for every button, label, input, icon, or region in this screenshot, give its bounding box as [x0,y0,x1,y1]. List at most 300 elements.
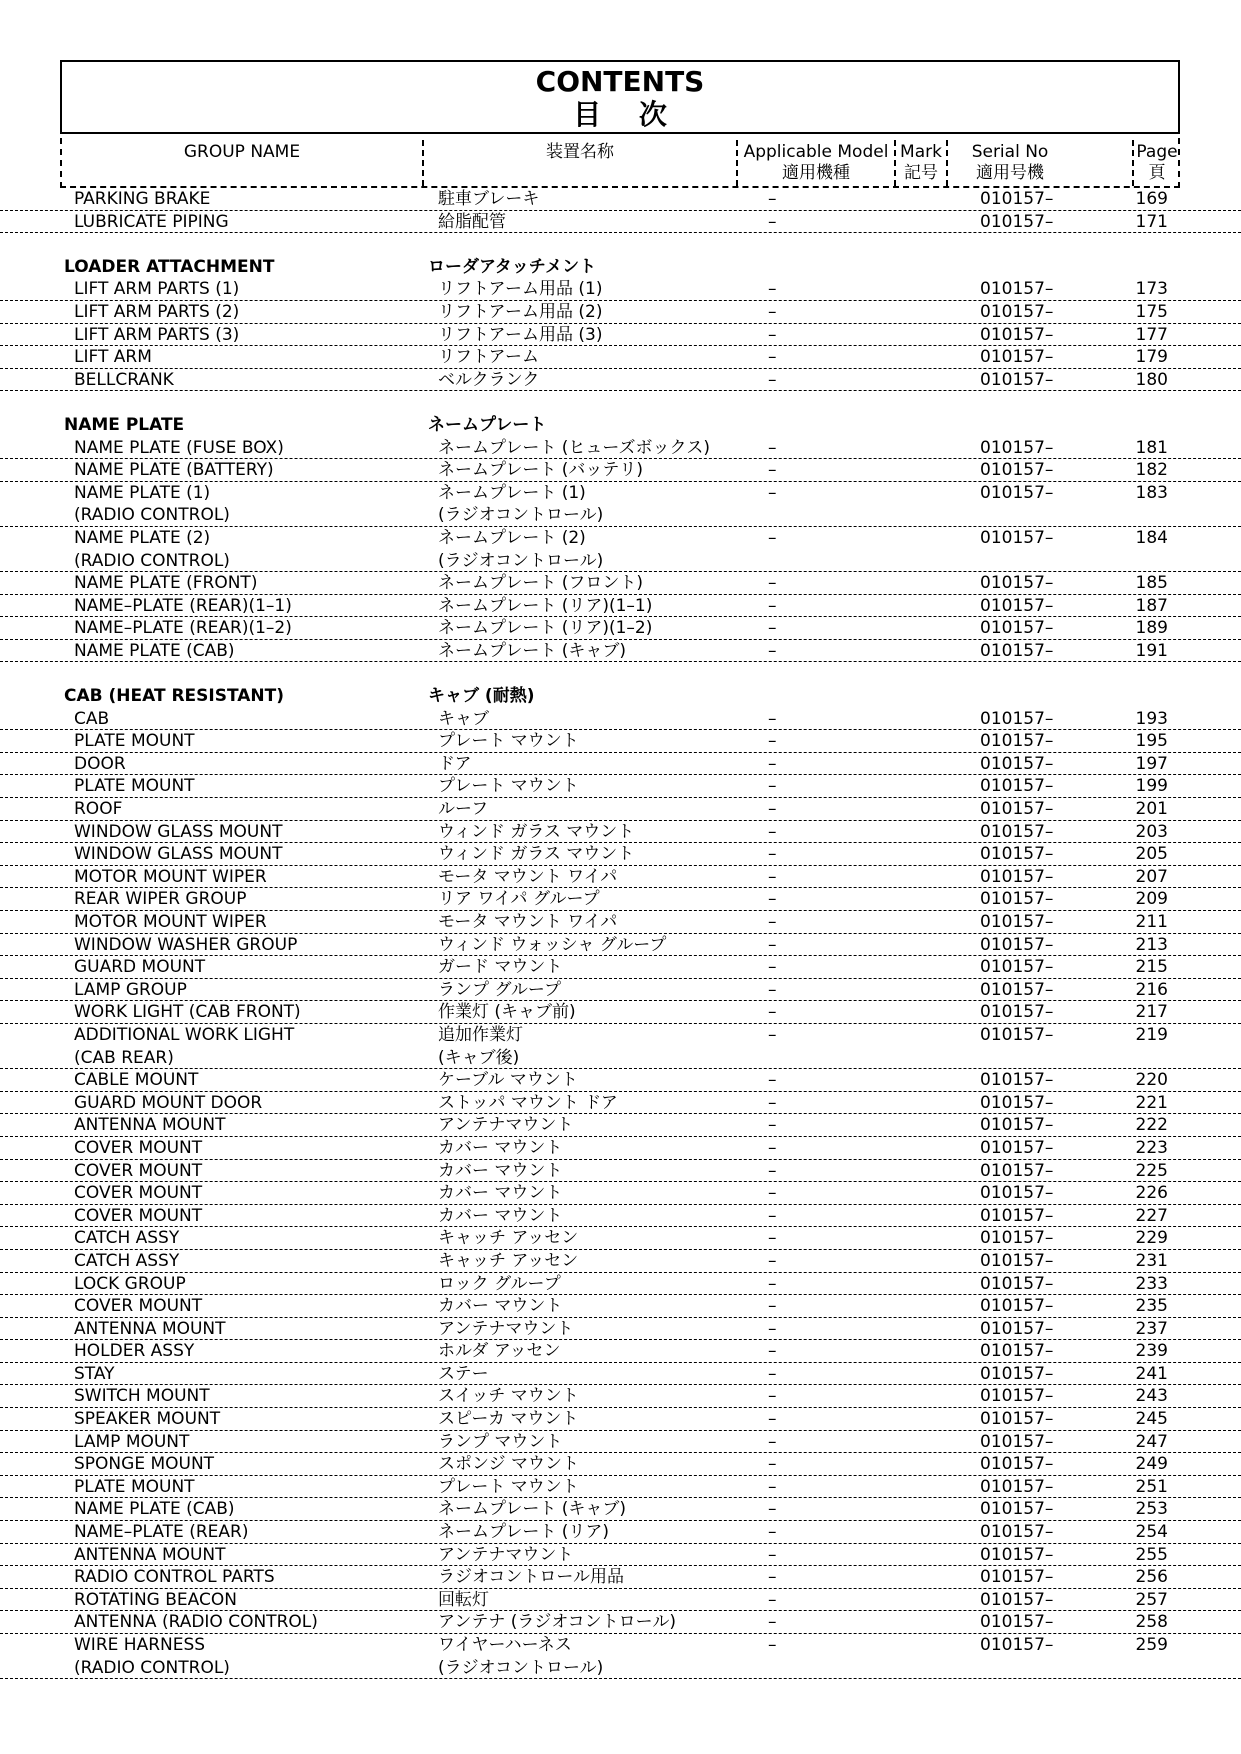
group-name-ja-cell: ラジオコントロール用品 [438,1567,624,1588]
serial-no-cell: 010157– [980,1115,1054,1136]
group-name-ja-cell: プレート マウント [438,776,579,797]
group-name-cell: MOTOR MOUNT WIPER [74,866,267,887]
group-name-cell: NAME–PLATE (REAR)(1–1) [74,595,292,616]
group-name-cell: GUARD MOUNT [74,957,206,978]
applicable-model-cell: – [768,708,777,729]
applicable-model-cell: – [768,618,777,639]
page-number-cell: 197 [1135,753,1168,774]
applicable-model-cell: – [768,460,777,481]
page-number-cell: 201 [1135,799,1168,820]
group-name-cell: SPEAKER MOUNT [74,1409,221,1430]
page-number-cell: 187 [1135,595,1168,616]
page-number-cell: 227 [1135,1205,1168,1226]
group-name-ja-cell: スイッチ マウント [438,1386,579,1407]
page-number-cell: 205 [1135,844,1168,865]
table-row [0,821,1241,844]
serial-no-cell: 010157– [980,708,1054,729]
group-name-ja-cell: ガード マウント [438,957,563,978]
group-name-ja-cell: ネームプレート (1) [438,482,586,503]
group-name-cell: NAME PLATE [64,414,185,435]
table-row-continuation [0,1657,1241,1680]
page-number-cell: 171 [1135,211,1168,232]
table-row [0,1227,1241,1250]
group-name-cell: NAME PLATE (BATTERY) [74,460,274,481]
applicable-model-cell: – [768,799,777,820]
group-name-ja-cell: ネームプレート (フロント) [438,573,643,594]
group-name-ja-cell: 作業灯 (キャブ前) [438,1002,576,1023]
table-row [0,1566,1241,1589]
group-name-ja-cell: ローダアタッチメント [428,256,597,277]
group-name-ja-cell: ストッパ マウント ドア [438,1092,618,1113]
applicable-model-cell: – [768,1499,777,1520]
page-number-cell: 195 [1135,731,1168,752]
table-row [0,1453,1241,1476]
group-name-cell: NAME PLATE (FUSE BOX) [74,437,284,458]
applicable-model-cell: – [768,1454,777,1475]
table-row [0,934,1241,957]
applicable-model-cell: – [768,934,777,955]
group-name-cell: COVER MOUNT [74,1160,203,1181]
group-name-cell: HOLDER ASSY [74,1341,195,1362]
applicable-model-cell: – [768,1002,777,1023]
group-name-ja-cell: アンテナマウント [438,1544,574,1565]
page-number-cell: 222 [1135,1115,1168,1136]
group-name-ja-cell: ベルクランク [438,369,540,390]
group-name-cell: NAME PLATE (FRONT) [74,573,258,594]
group-name-cell: PLATE MOUNT [74,1476,195,1497]
serial-no-cell: 010157– [980,460,1054,481]
serial-no-cell: 010157– [980,1341,1054,1362]
applicable-model-cell: – [768,324,777,345]
group-name-ja-cell: ステー [438,1363,489,1384]
applicable-model-cell: – [768,1228,777,1249]
table-row-continuation [0,550,1241,573]
group-name-cell: NAME PLATE (2) [74,527,211,548]
group-name-ja-cell: ネームプレート (バッテリ) [438,460,643,481]
serial-no-cell: 010157– [980,1205,1054,1226]
table-row [0,1363,1241,1386]
serial-no-cell: 010157– [980,934,1054,955]
group-name-ja-cell: スピーカ マウント [438,1409,579,1430]
serial-no-cell: 010157– [980,347,1054,368]
page-number-cell: 220 [1135,1070,1168,1091]
group-name-ja-cell: 給脂配管 [438,211,506,232]
group-name-ja-cell: ホルダ アッセン [438,1341,561,1362]
table-row [0,1589,1241,1612]
table-row [0,324,1241,347]
serial-no-cell: 010157– [980,979,1054,1000]
applicable-model-cell: – [768,776,777,797]
group-name-cell: STAY [74,1363,115,1384]
table-row [0,301,1241,324]
table-row [0,1114,1241,1137]
serial-no-cell: 010157– [980,279,1054,300]
page-number-cell: 180 [1135,369,1168,390]
serial-no-cell: 010157– [980,211,1054,232]
table-row [0,1544,1241,1567]
group-name-cell: SPONGE MOUNT [74,1454,215,1475]
serial-no-cell: 010157– [980,1567,1054,1588]
group-name-cell: NAME–PLATE (REAR) [74,1522,249,1543]
table-row-continuation [0,1047,1241,1070]
group-name-ja-cell: キャブ (耐熱) [428,686,535,707]
serial-no-cell: 010157– [980,437,1054,458]
serial-no-cell: 010157– [980,595,1054,616]
table-row [0,1137,1241,1160]
group-name-cell: LAMP MOUNT [74,1431,190,1452]
table-row [0,1318,1241,1341]
serial-no-cell: 010157– [980,1454,1054,1475]
applicable-model-cell: – [768,1273,777,1294]
page-number-cell: 258 [1135,1612,1168,1633]
page-number-cell: 237 [1135,1318,1168,1339]
page-number-cell: 229 [1135,1228,1168,1249]
applicable-model-cell: – [768,912,777,932]
blank-row [0,391,1241,414]
group-name-ja-cell: ウィンド ウォッシャ グループ [438,934,667,955]
group-name-cell: SWITCH MOUNT [74,1386,210,1407]
table-row [0,1340,1241,1363]
serial-no-cell: 010157– [980,189,1054,209]
table-row [0,843,1241,866]
group-name-ja-cell: リフトアーム [438,347,539,368]
group-name-cell: CABLE MOUNT [74,1070,199,1091]
group-name-cell: NAME PLATE (CAB) [74,1499,235,1520]
applicable-model-cell: – [768,1386,777,1407]
page-number-cell: 255 [1135,1544,1168,1565]
group-name-ja-cell: (ラジオコントロール) [438,505,604,526]
group-name-cell: LIFT ARM PARTS (3) [74,324,240,345]
contents-list [0,188,1241,1679]
applicable-model-cell: – [768,189,777,209]
serial-no-cell: 010157– [980,844,1054,865]
serial-no-cell: 010157– [980,866,1054,887]
applicable-model-cell: – [768,1341,777,1362]
group-name-ja-cell: カバー マウント [438,1205,563,1226]
applicable-model-cell: – [768,1296,777,1317]
applicable-model-cell: – [768,369,777,390]
serial-no-cell: 010157– [980,912,1054,932]
group-name-cell: MOTOR MOUNT WIPER [74,912,267,932]
table-row [0,1273,1241,1296]
page-number-cell: 221 [1135,1092,1168,1113]
group-name-ja-cell: ネームプレート (リア)(1–1) [438,595,653,616]
serial-no-cell: 010157– [980,640,1054,661]
table-row [0,775,1241,798]
page-number-cell: 193 [1135,708,1168,729]
group-name-cell: PLATE MOUNT [74,731,195,752]
applicable-model-cell: – [768,1205,777,1226]
group-name-ja-cell: モータ マウント ワイパ [438,912,618,932]
group-name-cell: ANTENNA MOUNT [74,1544,226,1565]
group-name-ja-cell: 駐車ブレーキ [438,189,540,209]
applicable-model-cell: – [768,573,777,594]
serial-no-cell: 010157– [980,1092,1054,1113]
serial-no-cell: 010157– [980,1635,1054,1655]
group-name-cell: RADIO CONTROL PARTS [74,1567,275,1588]
table-row [0,911,1241,934]
page-number-cell: 226 [1135,1183,1168,1204]
group-name-cell: COVER MOUNT [74,1205,203,1226]
page-number-cell: 199 [1135,776,1168,797]
table-row [0,1476,1241,1499]
serial-no-cell: 010157– [980,1522,1054,1543]
page-number-cell: 223 [1135,1137,1168,1158]
group-name-cell: WORK LIGHT (CAB FRONT) [74,1002,301,1023]
header-group-name-ja: 装置名称 [546,142,614,162]
page-title-ja: 目 次 [573,98,681,131]
group-name-ja-cell: リア ワイパ グループ [438,889,600,910]
applicable-model-cell: – [768,1612,777,1633]
page-number-cell: 173 [1135,279,1168,300]
table-row [0,753,1241,776]
serial-no-cell: 010157– [980,1070,1054,1091]
table-row [0,1408,1241,1431]
page-number-cell: 235 [1135,1296,1168,1317]
serial-no-cell: 010157– [980,1137,1054,1158]
group-name-ja-cell: (ラジオコントロール) [438,1657,604,1678]
table-row [0,1069,1241,1092]
table-row [0,730,1241,753]
group-name-ja-cell: キャッチ アッセン [438,1228,579,1249]
table-row [0,1295,1241,1318]
group-name-cell: NAME PLATE (1) [74,482,211,503]
serial-no-cell: 010157– [980,799,1054,820]
group-name-cell: CAB (HEAT RESISTANT) [64,686,285,707]
blank-row [0,662,1241,685]
group-name-ja-cell: リフトアーム用品 (2) [438,301,603,322]
applicable-model-cell: – [768,821,777,842]
group-name-cell: LIFT ARM [74,347,152,368]
page-number-cell: 203 [1135,821,1168,842]
group-name-ja-cell: ウィンド ガラス マウント [438,844,635,865]
serial-no-cell: 010157– [980,301,1054,322]
page-number-cell: 169 [1135,189,1168,209]
applicable-model-cell: – [768,640,777,661]
applicable-model-cell: – [768,527,777,548]
serial-no-cell: 010157– [980,1589,1054,1610]
applicable-model-cell: – [768,979,777,1000]
group-name-cell: BELLCRANK [74,369,174,390]
header-page: Page 頁 [1136,142,1178,183]
page-number-cell: 253 [1135,1499,1168,1520]
group-name-ja-cell: ランプ マウント [438,1431,563,1452]
group-name-ja-cell: ルーフ [438,799,489,820]
page-number-cell: 225 [1135,1160,1168,1181]
group-name-ja-cell: ランプ グループ [438,979,562,1000]
blank-row [0,233,1241,256]
applicable-model-cell: – [768,1635,777,1655]
serial-no-cell: 010157– [980,753,1054,774]
applicable-model-cell: – [768,1160,777,1181]
table-row [0,1001,1241,1024]
page-number-cell: 179 [1135,347,1168,368]
group-name-ja-cell: ネームプレート (2) [438,527,586,548]
page-number-cell: 209 [1135,889,1168,910]
page-number-cell: 211 [1135,912,1168,932]
header-mark: Mark 記号 [900,142,942,183]
table-row [0,211,1241,234]
applicable-model-cell: – [768,1476,777,1497]
page-number-cell: 241 [1135,1363,1168,1384]
group-name-cell: CATCH ASSY [74,1250,180,1271]
serial-no-cell: 010157– [980,1183,1054,1204]
section-heading [0,685,1241,708]
serial-no-cell: 010157– [980,889,1054,910]
serial-no-cell: 010157– [980,1024,1054,1045]
table-row [0,1250,1241,1273]
table-row [0,866,1241,889]
serial-no-cell: 010157– [980,1250,1054,1271]
applicable-model-cell: – [768,347,777,368]
group-name-cell: CATCH ASSY [74,1228,180,1249]
applicable-model-cell: – [768,866,777,887]
applicable-model-cell: – [768,301,777,322]
group-name-ja-cell: ロック グループ [438,1273,561,1294]
page-number-cell: 189 [1135,618,1168,639]
page-number-cell: 217 [1135,1002,1168,1023]
table-row [0,1205,1241,1228]
page-number-cell: 184 [1135,527,1168,548]
group-name-cell: NAME–PLATE (REAR)(1–2) [74,618,292,639]
serial-no-cell: 010157– [980,1228,1054,1249]
serial-no-cell: 010157– [980,1431,1054,1452]
group-name-ja-cell: プレート マウント [438,731,579,752]
group-name-ja-cell: ネームプレート (キャブ) [438,1499,626,1520]
group-name-ja-cell: キャッチ アッセン [438,1250,579,1271]
page-number-cell: 191 [1135,640,1168,661]
applicable-model-cell: – [768,482,777,503]
page-number-cell: 185 [1135,573,1168,594]
group-name-ja-cell: ワイヤーハーネス [438,1635,572,1655]
section-heading [0,414,1241,437]
applicable-model-cell: – [768,1070,777,1091]
applicable-model-cell: – [768,1544,777,1565]
group-name-ja-cell: カバー マウント [438,1183,563,1204]
group-name-cell: (RADIO CONTROL) [74,550,230,571]
table-row [0,1160,1241,1183]
group-name-cell: LIFT ARM PARTS (1) [74,279,240,300]
applicable-model-cell: – [768,1363,777,1384]
page-number-cell: 181 [1135,437,1168,458]
group-name-ja-cell: アンテナマウント [438,1318,574,1339]
section-heading [0,256,1241,279]
applicable-model-cell: – [768,1318,777,1339]
table-row [0,595,1241,618]
table-row [0,617,1241,640]
serial-no-cell: 010157– [980,776,1054,797]
title-box [60,60,1180,134]
group-name-ja-cell: ネームプレート (キャブ) [438,640,626,661]
table-row [0,278,1241,301]
page-number-cell: 219 [1135,1024,1168,1045]
serial-no-cell: 010157– [980,527,1054,548]
group-name-ja-cell: ネームプレート (ヒューズボックス) [438,437,710,458]
page-number-cell: 247 [1135,1431,1168,1452]
table-row [0,1182,1241,1205]
page-number-cell: 213 [1135,934,1168,955]
table-row [0,640,1241,663]
serial-no-cell: 010157– [980,1363,1054,1384]
applicable-model-cell: – [768,753,777,774]
group-name-ja-cell: (キャブ後) [438,1047,520,1068]
page-number-cell: 233 [1135,1273,1168,1294]
applicable-model-cell: – [768,957,777,978]
applicable-model-cell: – [768,1409,777,1430]
table-row [0,188,1241,211]
applicable-model-cell: – [768,1137,777,1158]
group-name-cell: CAB [74,708,110,729]
table-row [0,888,1241,911]
page-number-cell: 231 [1135,1250,1168,1271]
applicable-model-cell: – [768,1431,777,1452]
applicable-model-cell: – [768,1115,777,1136]
page-title: CONTENTS [535,65,705,98]
group-name-cell: LUBRICATE PIPING [74,211,229,232]
group-name-ja-cell: キャブ [438,708,489,729]
applicable-model-cell: – [768,437,777,458]
group-name-cell: PARKING BRAKE [74,189,211,209]
table-row [0,346,1241,369]
table-row [0,1498,1241,1521]
serial-no-cell: 010157– [980,1476,1054,1497]
header-group-name: GROUP NAME [183,142,301,162]
serial-no-cell: 010157– [980,1160,1054,1181]
page-number-cell: 259 [1135,1635,1168,1655]
serial-no-cell: 010157– [980,324,1054,345]
group-name-cell: DOOR [74,753,126,774]
group-name-cell: REAR WIPER GROUP [74,889,247,910]
applicable-model-cell: – [768,889,777,910]
serial-no-cell: 010157– [980,1002,1054,1023]
applicable-model-cell: – [768,731,777,752]
serial-no-cell: 010157– [980,1409,1054,1430]
group-name-ja-cell: ドア [438,753,472,774]
applicable-model-cell: – [768,1092,777,1113]
page-number-cell: 257 [1135,1589,1168,1610]
group-name-ja-cell: プレート マウント [438,1476,579,1497]
group-name-cell: COVER MOUNT [74,1183,203,1204]
group-name-cell: COVER MOUNT [74,1137,203,1158]
table-row [0,369,1241,392]
serial-no-cell: 010157– [980,957,1054,978]
group-name-cell: PLATE MOUNT [74,776,195,797]
group-name-ja-cell: ネームプレート (リア)(1–2) [438,618,653,639]
group-name-cell: NAME PLATE (CAB) [74,640,235,661]
group-name-ja-cell: ウィンド ガラス マウント [438,821,635,842]
table-row [0,572,1241,595]
table-row [0,527,1241,550]
group-name-cell: LOADER ATTACHMENT [64,256,275,277]
group-name-ja-cell: ネームプレート [428,414,547,435]
page-number-cell: 215 [1135,957,1168,978]
table-row [0,956,1241,979]
table-row [0,1431,1241,1454]
applicable-model-cell: – [768,1522,777,1543]
group-name-cell: WINDOW WASHER GROUP [74,934,298,955]
table-row [0,708,1241,731]
applicable-model-cell: – [768,1024,777,1045]
group-name-cell: LIFT ARM PARTS (2) [74,301,240,322]
applicable-model-cell: – [768,279,777,300]
table-row [0,1024,1241,1047]
group-name-cell: LAMP GROUP [74,979,187,1000]
serial-no-cell: 010157– [980,369,1054,390]
page-number-cell: 256 [1135,1567,1168,1588]
applicable-model-cell: – [768,1183,777,1204]
group-name-cell: WINDOW GLASS MOUNT [74,821,283,842]
applicable-model-cell: – [768,595,777,616]
